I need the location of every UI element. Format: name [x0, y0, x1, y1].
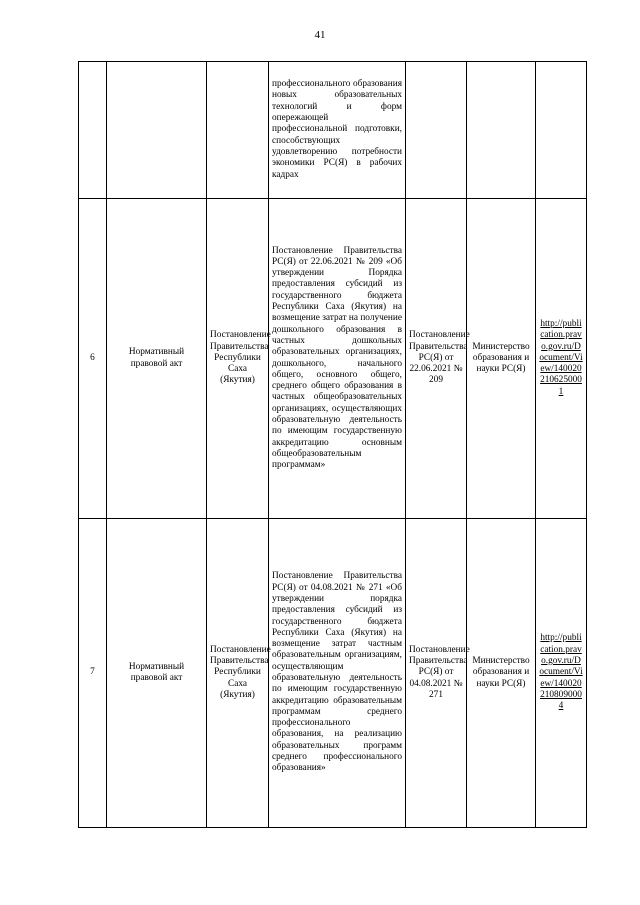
act-link-cell: [536, 199, 587, 519]
act-link[interactable]: http://publication.pravo.gov.ru/Document/View/1400202106250001: [539, 318, 583, 397]
row-number: 6: [79, 199, 107, 519]
act-kind: [207, 62, 269, 199]
act-link-cell: [536, 519, 587, 828]
row-number: 7: [79, 519, 107, 828]
act-link-cell: [536, 62, 587, 199]
table-row: [79, 519, 587, 828]
act-type: Нормативный правовой акт: [107, 199, 207, 519]
act-description: Постановление Правительства РС(Я) от 22.06.2021 № 209 «Об утверждении Порядка предоставления субсидий из государственного бюджета Республики Саха (Якутия) на возмещение затрат на получение дошкольного образования в частных дошкольных образовательных организациях, дошкольного, начального общего, основного общего, среднего общего образования в частных общеобразовательных организациях, осуществляющих образовательную деятельность по имеющим государственную аккредитацию основным общеобразовательным программам»: [269, 199, 406, 519]
act-link[interactable]: http://publication.pravo.gov.ru/Document/View/1400202108090004: [539, 633, 583, 712]
act-details: [406, 62, 467, 199]
page-number: 41: [314, 29, 326, 41]
act-kind: Постановление Правительства Республики Саха (Якутия): [207, 199, 269, 519]
act-kind: Постановление Правительства Республики Саха (Якутия): [207, 519, 269, 828]
responsible-org: Министерство образования и науки РС(Я): [467, 519, 536, 828]
act-type: Нормативный правовой акт: [107, 519, 207, 828]
act-details: Постановление Правительства РС(Я) от 22.06.2021 № 209: [406, 199, 467, 519]
table-row: [79, 199, 587, 519]
row-number: [79, 62, 107, 199]
responsible-org: [467, 62, 536, 199]
act-description: Постановление Правительства РС(Я) от 04.08.2021 № 271 «Об утверждении порядка предоставления субсидий из государственного бюджета Республики Саха (Якутия) на возмещение затрат частным образовательным организациям, осуществляющим образовательную деятельность по имеющим государственную аккредитацию образовательным программам среднего профессионального образования, на реализацию образовательных программ среднего профессионального образования»: [269, 519, 406, 828]
act-description: профессионального образования новых образовательных технологий и форм опережающей профессиональной подготовки, способствующих удовлетворению потребности экономики РС(Я) в рабочих кадрах: [269, 62, 406, 199]
responsible-org: Министерство образования и науки РС(Я): [467, 199, 536, 519]
table-row: [79, 62, 587, 199]
acts-table: [78, 61, 587, 828]
act-type: [107, 62, 207, 199]
act-details: Постановление Правительства РС(Я) от 04.08.2021 № 271: [406, 519, 467, 828]
